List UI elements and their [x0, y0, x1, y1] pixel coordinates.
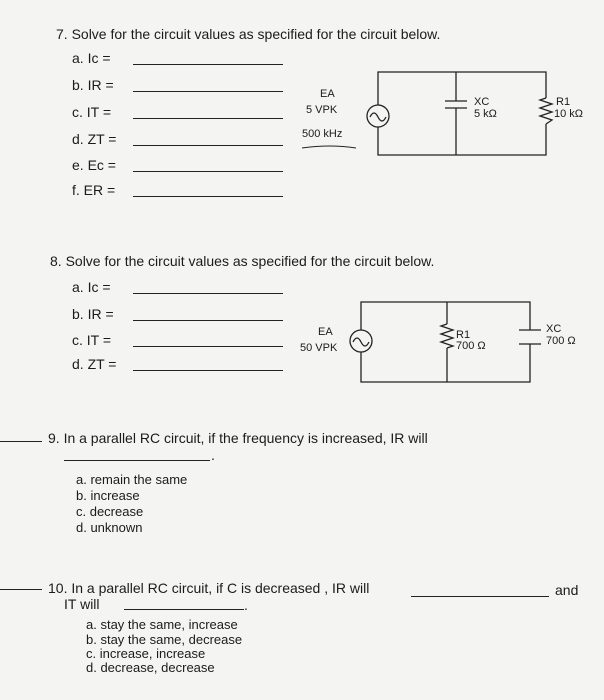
q10-line2: IT will [64, 596, 100, 612]
q7-item-a: a. Ic = [72, 50, 111, 66]
q8-item-d: d. ZT = [72, 356, 117, 372]
q8-cap-label: XC [546, 323, 562, 335]
q9-option-d[interactable]: d. unknown [76, 520, 143, 535]
q10-period: . [244, 597, 248, 613]
q7-source-voltage: 5 VPK [306, 104, 338, 116]
q10-and: and [555, 582, 579, 598]
q7-res-value: 10 kΩ [554, 108, 584, 120]
q7-item-e: e. Ec = [72, 157, 116, 173]
q10-blank-1[interactable] [411, 596, 549, 597]
q9-option-b[interactable]: b. increase [76, 488, 140, 503]
q10-margin-line [0, 589, 42, 590]
q9-option-c[interactable]: c. decrease [76, 504, 144, 519]
q7-item-b: b. IR = [72, 77, 114, 93]
q8-res-label: R1 [456, 329, 471, 341]
q8-source-label: EA [318, 326, 333, 338]
q9-answer-blank[interactable] [64, 460, 210, 461]
q10-option-d[interactable]: d. decrease, decrease [86, 660, 215, 675]
q7-source-label: EA [320, 88, 335, 100]
q9-margin-line [0, 441, 42, 442]
q10-option-a[interactable]: a. stay the same, increase [86, 617, 238, 632]
q7-item-f: f. ER = [72, 182, 116, 198]
q7-frequency: 500 kHz [302, 128, 343, 140]
q8-res-value: 700 Ω [456, 340, 486, 352]
question-8-text: 8. Solve for the circuit values as specified for the circuit below. [50, 253, 435, 269]
q10-blank-2[interactable] [124, 609, 244, 610]
q7-cap-value: 5 kΩ [474, 108, 497, 120]
question-9-text: 9. In a parallel RC circuit, if the frequency is increased, IR will [48, 430, 428, 446]
q7-item-d: d. ZT = [72, 131, 117, 147]
q7-item-c: c. IT = [72, 104, 112, 120]
question-7-text: 7. Solve for the circuit values as specified for the circuit below. [56, 26, 441, 42]
q10-option-b[interactable]: b. stay the same, decrease [86, 632, 243, 647]
q8-item-a: a. Ic = [72, 279, 111, 295]
q8-source-voltage: 50 VPK [300, 342, 338, 354]
q10-option-c[interactable]: c. increase, increase [86, 646, 206, 661]
q8-item-b: b. IR = [72, 306, 114, 322]
q8-item-c: c. IT = [72, 332, 112, 348]
q7-cap-label: XC [474, 96, 490, 108]
q8-cap-value: 700 Ω [546, 335, 576, 347]
q9-period: . [211, 447, 215, 463]
q9-option-a[interactable]: a. remain the same [76, 472, 188, 487]
q7-res-label: R1 [556, 96, 571, 108]
question-10-text: 10. In a parallel RC circuit, if C is decreased , IR will [48, 580, 370, 596]
